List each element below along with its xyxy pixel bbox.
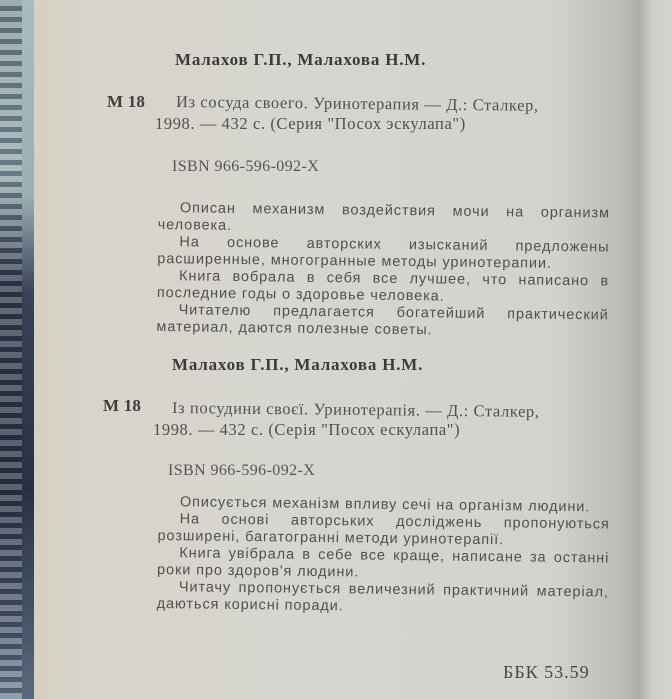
book-cover-edge <box>0 0 36 699</box>
abstract-uk <box>157 494 610 619</box>
abstract-paragraph: Книга увібрала в себе все краще, написане за останні роки про здоров'я людини. <box>156 545 610 581</box>
abstract-ru <box>156 200 610 342</box>
bibliographic-line-1-uk: Із посудини своєї. Уринотерапія. — Д.: Сталкер, <box>171 398 540 421</box>
abstract-paragraph: На основе авторских изысканий предложены расширенные, многогранные методы уринотерапии. <box>157 234 610 272</box>
authors-uk: Малахов Г.П., Малахова Н.М. <box>172 355 424 374</box>
isbn-ru: ISBN 966-596-092-Х <box>172 158 320 175</box>
abstract-paragraph: Описується механізм впливу сечі на організм людини. <box>179 494 591 516</box>
classification-code-uk: М 18 <box>103 396 142 415</box>
abstract-paragraph: Описан механизм воздействия мочи на организм человека. <box>157 200 610 234</box>
abstract-paragraph: На основі авторських досліджень пропонуються розширені, багатогранні методи уринотерапії. <box>157 511 610 549</box>
abstract-paragraph: Читачу пропонується величезний практичний матеріал, даються корисні поради. <box>156 579 609 615</box>
next-page-edge <box>640 0 671 699</box>
abstract-paragraph: Книга вобрала в себя все лучшее, что написано в последние годы о здоровье человека. <box>156 268 610 305</box>
abstract-paragraph: Читателю предлагается богатейший практический материал, даются полезные советы. <box>156 302 609 339</box>
authors-ru: Малахов Г.П., Малахова Н.М. <box>175 50 427 69</box>
classification-code-ru: М 18 <box>107 92 146 111</box>
isbn-uk: ISBN 966-596-092-Х <box>168 462 316 479</box>
bibliographic-line-2-uk: 1998. — 432 с. (Серія "Посох ескулапа") <box>153 420 461 439</box>
bbk-classification: ББК 53.59 <box>503 662 590 682</box>
bibliographic-line-2-ru: 1998. — 432 с. (Серия "Посох эскулапа") <box>155 114 466 133</box>
bibliographic-line-1-ru: Из сосуда своего. Уринотерапия — Д.: Сталкер, <box>175 92 539 115</box>
